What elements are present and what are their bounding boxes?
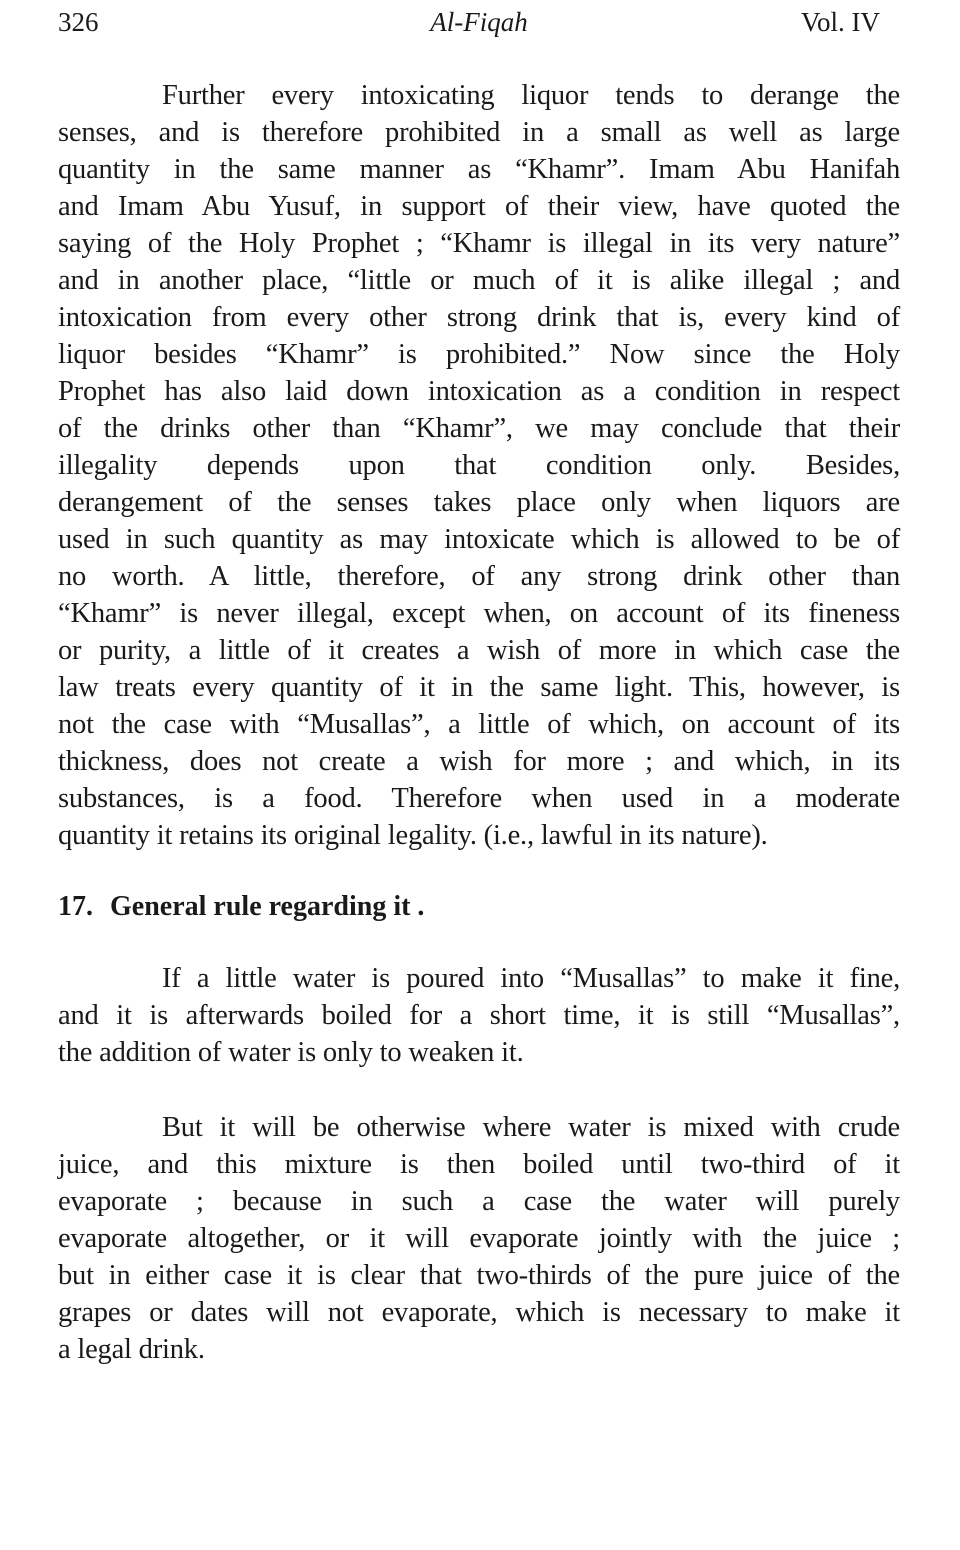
text-line: law treats every quantity of it in the same light. This, however, is: [58, 672, 900, 703]
text-line: but in either case it is clear that two-thirds of the pure juice of the: [58, 1260, 900, 1291]
text-line: quantity in the same manner as “Khamr”. Imam Abu Hanifah: [58, 154, 900, 185]
text-line: saying of the Holy Prophet ; “Khamr is illegal in its very nature”: [58, 228, 900, 259]
text-line: or purity, a little of it creates a wish of more in which case the: [58, 635, 900, 666]
text-line: liquor besides “Khamr” is prohibited.” Now since the Holy: [58, 339, 900, 370]
text-line: used in such quantity as may intoxicate which is allowed to be of: [58, 524, 900, 555]
text-line: Prophet has also laid down intoxication as a condition in respect: [58, 376, 900, 407]
text-line: and it is afterwards boiled for a short time, it is still “Musallas”,: [58, 1000, 900, 1031]
text-line: Further every intoxicating liquor tends to derange the: [162, 80, 900, 111]
text-line: and in another place, “little or much of it is alike illegal ; and: [58, 265, 900, 296]
text-line: illegality depends upon that condition only. Besides,: [58, 450, 900, 481]
paragraph-intoxicating-liquor: [58, 77, 900, 854]
text-line: intoxication from every other strong drink that is, every kind of: [58, 302, 900, 333]
text-line: a legal drink.: [58, 1334, 205, 1365]
text-line: grapes or dates will not evaporate, which is necessary to make it: [58, 1297, 900, 1328]
section-heading: [58, 888, 424, 925]
text-line: no worth. A little, therefore, of any strong drink other than: [58, 561, 900, 592]
text-line: juice, and this mixture is then boiled until two-third of it: [58, 1149, 900, 1180]
text-line: substances, is a food. Therefore when used in a moderate: [58, 783, 900, 814]
book-title: Al-Fiqah: [430, 7, 528, 37]
text-line: evaporate ; because in such a case the water will purely: [58, 1186, 900, 1217]
volume-label: Vol. IV: [800, 7, 880, 37]
running-header: [58, 4, 900, 40]
text-line: quantity it retains its original legality. (i.e., lawful in its nature).: [58, 820, 768, 851]
text-line: the addition of water is only to weaken it.: [58, 1037, 524, 1068]
text-line: and Imam Abu Yusuf, in support of their view, have quoted the: [58, 191, 900, 222]
text-line: not the case with “Musallas”, a little of which, on account of its: [58, 709, 900, 740]
text-line: evaporate altogether, or it will evaporate jointly with the juice ;: [58, 1223, 900, 1254]
text-line: derangement of the senses takes place only when liquors are: [58, 487, 900, 518]
text-line: of the drinks other than “Khamr”, we may conclude that their: [58, 413, 900, 444]
text-line: senses, and is therefore prohibited in a small as well as large: [58, 117, 900, 148]
section-number: 17.: [58, 891, 93, 922]
paragraph-water-with-crude-juice: [58, 1109, 900, 1368]
section-title: General rule regarding it .: [110, 891, 425, 922]
page-number: 326: [58, 7, 99, 37]
text-line: But it will be otherwise where water is mixed with crude: [162, 1112, 900, 1143]
paragraph-water-in-musallas: [58, 960, 900, 1071]
text-line: “Khamr” is never illegal, except when, on account of its fineness: [58, 598, 900, 629]
text-line: If a little water is poured into “Musallas” to make it fine,: [162, 963, 900, 994]
text-line: thickness, does not create a wish for more ; and which, in its: [58, 746, 900, 777]
